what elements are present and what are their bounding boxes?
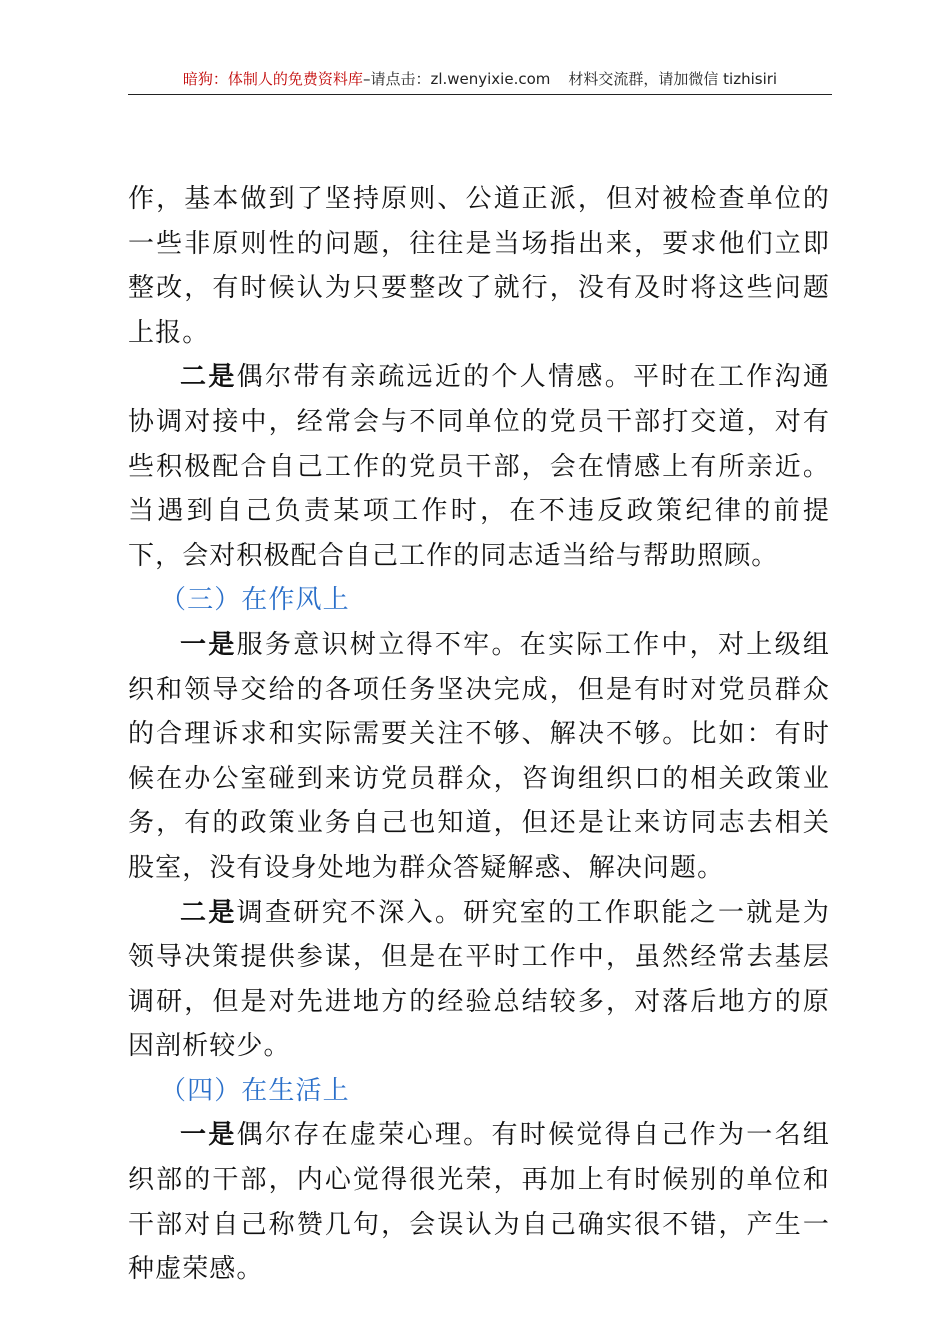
section-heading: （三）在作风上 [160, 585, 350, 616]
page-header [128, 68, 832, 95]
paragraph-continuation [128, 177, 830, 355]
header-site-name: 暗狗：体制人的免费资料库 [182, 70, 363, 88]
paragraph-text: 作，基本做到了坚持原则、公道正派，但对被检查单位的一些非原则性的问题，往往是当场指出来，要求他们立即整改，有时候认为只要整改了就行，没有及时将这些问题上报。 [128, 184, 830, 348]
paragraph-lead: 二是 [180, 897, 237, 928]
paragraph-lead: 一是 [180, 629, 237, 660]
paragraph-text: 偶尔存在虚荣心理。有时候觉得自己作为一名组织部的干部，内心觉得很光荣，再加上有时候别的单位和干部对自己称赞几句，会误认为自己确实很不错，产生一种虚荣感。 [128, 1120, 831, 1285]
header-link[interactable]: zl.wenyixie.com [430, 70, 551, 88]
paragraph-lead: 二是 [180, 362, 237, 393]
paragraph [128, 355, 830, 578]
header-wechat-note: 材料交流群，请加微信 tizhisiri [568, 70, 778, 88]
document-body [128, 177, 830, 1292]
section-heading: （四）在生活上 [160, 1075, 350, 1106]
paragraph-text: 服务意识树立得不牢。在实际工作中，对上级组织和领导交给的各项任务坚决完成，但是有时对党员群众的合理诉求和实际需要关注不够、解决不够。比如：有时候在办公室碰到来访党员群众，咨询组织口的相关政策业务，有的政策业务自己也知道，但还是让来访同志去相关股室，没有设身处地为群众答疑解惑、解决问题。 [128, 629, 831, 883]
paragraph-text: 偶尔带有亲疏远近的个人情感。平时在工作沟通协调对接中，经常会与不同单位的党员干部打交道，对有些积极配合自己工作的党员干部，会在情感上有所亲近。当遇到自己负责某项工作时，在不违反政策纪律的前提下，会对积极配合自己工作的同志适当给与帮助照顾。 [128, 362, 831, 571]
paragraph [128, 891, 830, 1069]
paragraph-lead: 一是 [180, 1120, 237, 1151]
paragraph [128, 1113, 830, 1291]
paragraph-text: 调查研究不深入。研究室的工作职能之一就是为领导决策提供参谋，但是在平时工作中，虽然经常去基层调研，但是对先进地方的经验总结较多，对落后地方的原因剖析较少。 [128, 897, 831, 1062]
paragraph [128, 623, 830, 891]
header-click-prompt: –请点击： [362, 70, 431, 88]
